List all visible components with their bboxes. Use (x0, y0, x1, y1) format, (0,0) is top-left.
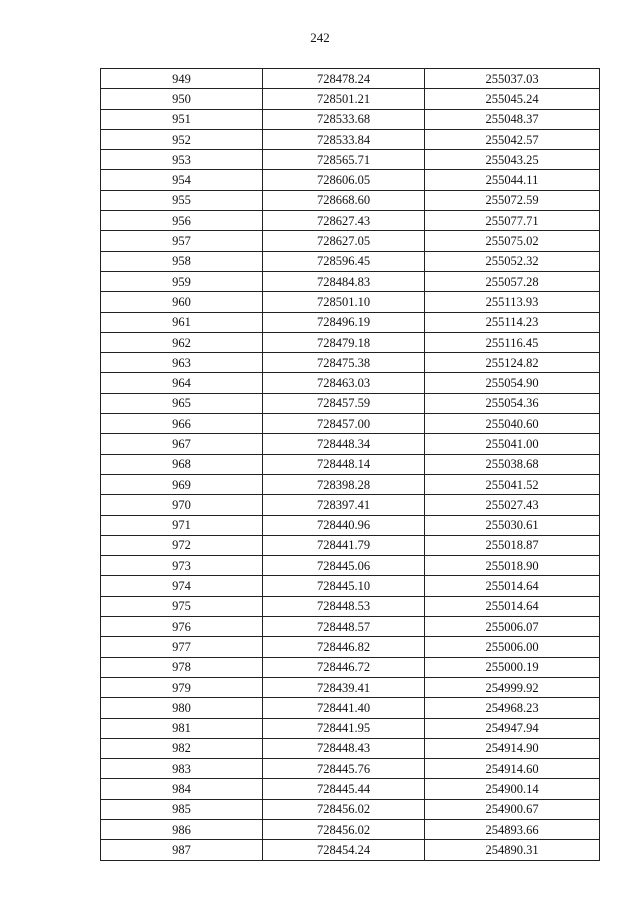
point-number-cell: 959 (101, 271, 263, 291)
x-coordinate-cell: 728448.57 (263, 617, 425, 637)
x-coordinate-cell: 728446.72 (263, 657, 425, 677)
point-number-cell: 969 (101, 474, 263, 494)
point-number-cell: 981 (101, 718, 263, 738)
table-row (101, 474, 600, 494)
y-coordinate-cell: 255072.59 (425, 190, 600, 210)
x-coordinate-cell: 728596.45 (263, 251, 425, 271)
point-number-cell: 950 (101, 89, 263, 109)
x-coordinate-cell: 728440.96 (263, 515, 425, 535)
table-row (101, 677, 600, 697)
table-row (101, 698, 600, 718)
y-coordinate-cell: 254900.14 (425, 779, 600, 799)
point-number-cell: 971 (101, 515, 263, 535)
x-coordinate-cell: 728496.19 (263, 312, 425, 332)
y-coordinate-cell: 255027.43 (425, 495, 600, 515)
table-row (101, 109, 600, 129)
table-row (101, 495, 600, 515)
table-row (101, 332, 600, 352)
point-number-cell: 951 (101, 109, 263, 129)
x-coordinate-cell: 728445.44 (263, 779, 425, 799)
point-number-cell: 978 (101, 657, 263, 677)
table-row (101, 150, 600, 170)
point-number-cell: 958 (101, 251, 263, 271)
point-number-cell: 952 (101, 129, 263, 149)
y-coordinate-cell: 254900.67 (425, 799, 600, 819)
y-coordinate-cell: 255044.11 (425, 170, 600, 190)
y-coordinate-cell: 255043.25 (425, 150, 600, 170)
point-number-cell: 982 (101, 738, 263, 758)
y-coordinate-cell: 255006.07 (425, 617, 600, 637)
y-coordinate-cell: 255054.36 (425, 393, 600, 413)
x-coordinate-cell: 728445.76 (263, 759, 425, 779)
point-number-cell: 954 (101, 170, 263, 190)
table-row (101, 617, 600, 637)
y-coordinate-cell: 255113.93 (425, 292, 600, 312)
point-number-cell: 979 (101, 677, 263, 697)
point-number-cell: 955 (101, 190, 263, 210)
x-coordinate-cell: 728533.84 (263, 129, 425, 149)
x-coordinate-cell: 728448.43 (263, 738, 425, 758)
x-coordinate-cell: 728397.41 (263, 495, 425, 515)
point-number-cell: 953 (101, 150, 263, 170)
x-coordinate-cell: 728445.10 (263, 576, 425, 596)
y-coordinate-cell: 254893.66 (425, 819, 600, 839)
table-row (101, 535, 600, 555)
table-row (101, 759, 600, 779)
y-coordinate-cell: 255075.02 (425, 231, 600, 251)
table-row (101, 211, 600, 231)
y-coordinate-cell: 254914.60 (425, 759, 600, 779)
point-number-cell: 964 (101, 373, 263, 393)
y-coordinate-cell: 255018.90 (425, 556, 600, 576)
x-coordinate-cell: 728456.02 (263, 819, 425, 839)
table-row (101, 819, 600, 839)
y-coordinate-cell: 254968.23 (425, 698, 600, 718)
y-coordinate-cell: 255052.32 (425, 251, 600, 271)
y-coordinate-cell: 254947.94 (425, 718, 600, 738)
x-coordinate-cell: 728448.14 (263, 454, 425, 474)
y-coordinate-cell: 255041.00 (425, 434, 600, 454)
y-coordinate-cell: 255040.60 (425, 414, 600, 434)
table-row (101, 515, 600, 535)
y-coordinate-cell: 255114.23 (425, 312, 600, 332)
point-number-cell: 985 (101, 799, 263, 819)
point-number-cell: 975 (101, 596, 263, 616)
point-number-cell: 961 (101, 312, 263, 332)
table-row (101, 190, 600, 210)
x-coordinate-cell: 728463.03 (263, 373, 425, 393)
x-coordinate-cell: 728441.40 (263, 698, 425, 718)
table-row (101, 170, 600, 190)
table-row (101, 312, 600, 332)
point-number-cell: 986 (101, 819, 263, 839)
x-coordinate-cell: 728445.06 (263, 556, 425, 576)
x-coordinate-cell: 728501.21 (263, 89, 425, 109)
y-coordinate-cell: 255014.64 (425, 596, 600, 616)
table-row (101, 89, 600, 109)
table-row (101, 657, 600, 677)
table-body (101, 69, 600, 861)
table-row (101, 434, 600, 454)
table-row (101, 69, 600, 89)
table-row (101, 738, 600, 758)
x-coordinate-cell: 728446.82 (263, 637, 425, 657)
y-coordinate-cell: 255018.87 (425, 535, 600, 555)
point-number-cell: 957 (101, 231, 263, 251)
y-coordinate-cell: 254914.90 (425, 738, 600, 758)
point-number-cell: 968 (101, 454, 263, 474)
point-number-cell: 976 (101, 617, 263, 637)
table-row (101, 129, 600, 149)
x-coordinate-cell: 728668.60 (263, 190, 425, 210)
point-number-cell: 966 (101, 414, 263, 434)
y-coordinate-cell: 255042.57 (425, 129, 600, 149)
y-coordinate-cell: 255124.82 (425, 353, 600, 373)
point-number-cell: 974 (101, 576, 263, 596)
y-coordinate-cell: 255054.90 (425, 373, 600, 393)
x-coordinate-cell: 728448.53 (263, 596, 425, 616)
point-number-cell: 972 (101, 535, 263, 555)
point-number-cell: 956 (101, 211, 263, 231)
table-row (101, 292, 600, 312)
table-row (101, 779, 600, 799)
y-coordinate-cell: 255116.45 (425, 332, 600, 352)
x-coordinate-cell: 728533.68 (263, 109, 425, 129)
coordinates-table (100, 68, 600, 861)
point-number-cell: 965 (101, 393, 263, 413)
point-number-cell: 984 (101, 779, 263, 799)
y-coordinate-cell: 254890.31 (425, 840, 600, 860)
y-coordinate-cell: 255000.19 (425, 657, 600, 677)
point-number-cell: 960 (101, 292, 263, 312)
x-coordinate-cell: 728398.28 (263, 474, 425, 494)
table-row (101, 799, 600, 819)
point-number-cell: 980 (101, 698, 263, 718)
page-number: 242 (310, 30, 330, 45)
x-coordinate-cell: 728456.02 (263, 799, 425, 819)
table-row (101, 840, 600, 860)
x-coordinate-cell: 728457.00 (263, 414, 425, 434)
table-row (101, 454, 600, 474)
x-coordinate-cell: 728484.83 (263, 271, 425, 291)
y-coordinate-cell: 255041.52 (425, 474, 600, 494)
table-row (101, 353, 600, 373)
x-coordinate-cell: 728501.10 (263, 292, 425, 312)
y-coordinate-cell: 254999.92 (425, 677, 600, 697)
y-coordinate-cell: 255030.61 (425, 515, 600, 535)
x-coordinate-cell: 728441.95 (263, 718, 425, 738)
x-coordinate-cell: 728627.05 (263, 231, 425, 251)
y-coordinate-cell: 255006.00 (425, 637, 600, 657)
table-row (101, 373, 600, 393)
point-number-cell: 983 (101, 759, 263, 779)
y-coordinate-cell: 255037.03 (425, 69, 600, 89)
table-row (101, 596, 600, 616)
table-row (101, 414, 600, 434)
x-coordinate-cell: 728457.59 (263, 393, 425, 413)
y-coordinate-cell: 255077.71 (425, 211, 600, 231)
point-number-cell: 967 (101, 434, 263, 454)
y-coordinate-cell: 255014.64 (425, 576, 600, 596)
y-coordinate-cell: 255045.24 (425, 89, 600, 109)
table-row (101, 576, 600, 596)
point-number-cell: 970 (101, 495, 263, 515)
x-coordinate-cell: 728448.34 (263, 434, 425, 454)
point-number-cell: 962 (101, 332, 263, 352)
x-coordinate-cell: 728439.41 (263, 677, 425, 697)
point-number-cell: 977 (101, 637, 263, 657)
x-coordinate-cell: 728479.18 (263, 332, 425, 352)
x-coordinate-cell: 728565.71 (263, 150, 425, 170)
x-coordinate-cell: 728475.38 (263, 353, 425, 373)
table-row (101, 393, 600, 413)
point-number-cell: 973 (101, 556, 263, 576)
y-coordinate-cell: 255057.28 (425, 271, 600, 291)
y-coordinate-cell: 255048.37 (425, 109, 600, 129)
table-row (101, 251, 600, 271)
table-row (101, 637, 600, 657)
point-number-cell: 949 (101, 69, 263, 89)
table-row (101, 231, 600, 251)
table-row (101, 556, 600, 576)
x-coordinate-cell: 728478.24 (263, 69, 425, 89)
x-coordinate-cell: 728441.79 (263, 535, 425, 555)
point-number-cell: 963 (101, 353, 263, 373)
table-row (101, 271, 600, 291)
x-coordinate-cell: 728627.43 (263, 211, 425, 231)
table-row (101, 718, 600, 738)
x-coordinate-cell: 728606.05 (263, 170, 425, 190)
y-coordinate-cell: 255038.68 (425, 454, 600, 474)
point-number-cell: 987 (101, 840, 263, 860)
x-coordinate-cell: 728454.24 (263, 840, 425, 860)
